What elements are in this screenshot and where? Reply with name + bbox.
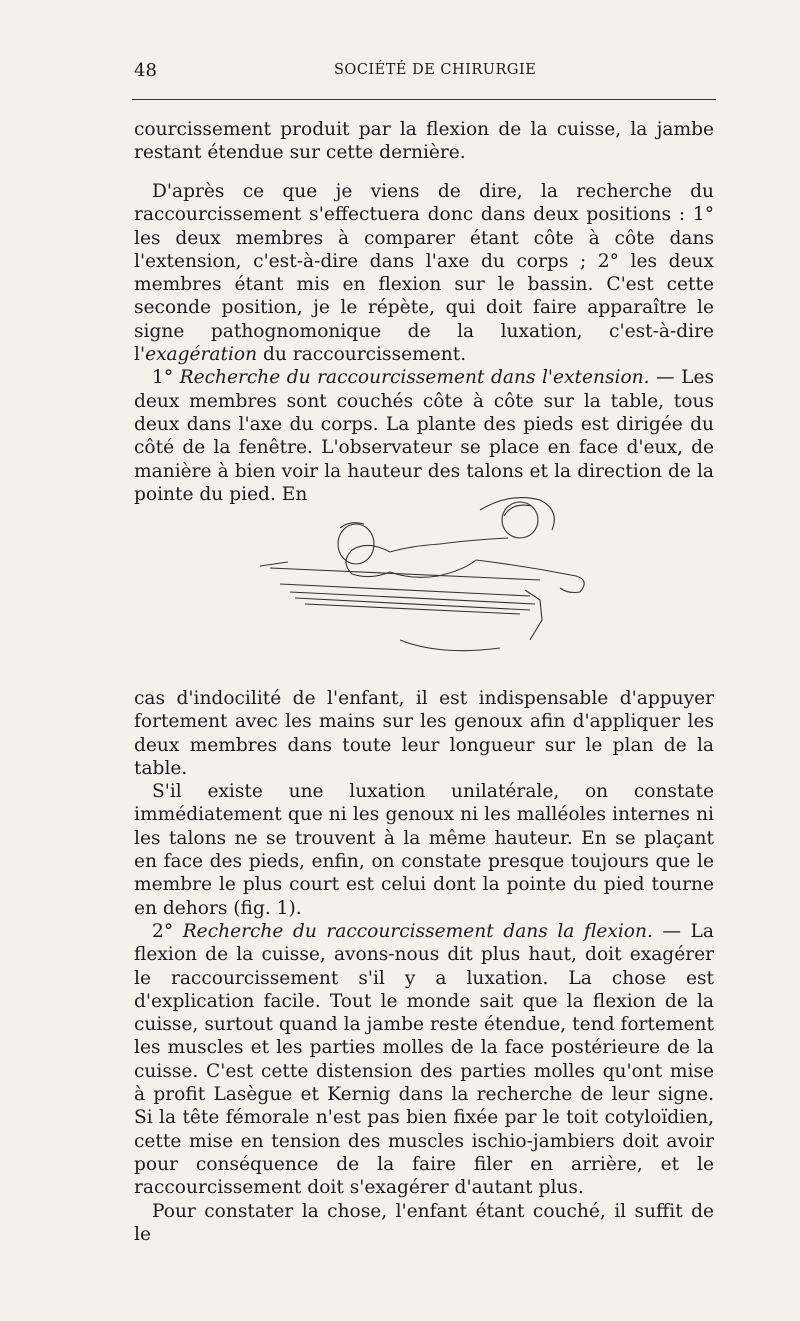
- table-edge: [270, 568, 540, 580]
- text-block-middle: [134, 180, 714, 506]
- header-rule: [132, 99, 716, 100]
- child-head: [502, 502, 538, 538]
- italic-term: exagération: [145, 344, 258, 366]
- paragraph-continuation: courcissement produit par la flexion de la cuisse, la jambe restant étendue sur cette dernière.: [134, 119, 714, 164]
- child-arm: [476, 560, 584, 593]
- running-head: SOCIÉTÉ DE CHIRURGIE: [334, 62, 537, 78]
- paragraph-unilateral: S'il existe une luxation unilatérale, on constate immédiatement que ni les genoux ni les malléoles internes ni les talons ne se trouvent à la même hauteur. En se plaçant en face des pieds, enfin, on constate presque toujours que le membre le plus court est celui dont la pointe du pied tourne en dehors (fig. 1).: [134, 781, 714, 919]
- child-foot: [338, 524, 374, 564]
- figure-child-on-table: [240, 480, 620, 670]
- paragraph-extension: 1° Recherche du raccourcissement dans l'extension. — Les deux membres sont couchés côte à côte sur la table, tous deux dans l'axe du corps. La plante des pieds est dirigée du côté de la fenêtre. L'observateur se place en face d'eux, de manière à bien voir la hauteur des talons et la direction de la pointe du pied. En: [134, 367, 714, 505]
- text-block-top: [134, 118, 714, 165]
- paragraph-flexion: 2° Recherche du raccourcissement dans la flexion. — La flexion de la cuisse, avons-nous dit plus haut, doit exagérer le raccourcissement s'il y a luxation. La chose est d'explication facile. Tout le monde sait que la flexion de la cuisse, surtout quand la jambe reste étendue, tend fortement les muscles et les parties molles de la face postérieure de la cuisse. C'est cette distension des parties molles qu'ont mise à profit Lasègue et Kernig dans la recherche de leur signe. Si la tête fémorale n'est pas bien fixée par le toit cotyloïdien, cette mise en tension des muscles ischio-jambiers doit avoir pour conséquence de la faire filer en arrière, et le raccourcissement doit s'exagérer d'autant plus.: [134, 920, 714, 1199]
- table-leg: [525, 590, 542, 640]
- figure-edge-stroke: [260, 562, 288, 566]
- paragraph-positions: D'après ce que je viens de dire, la recherche du raccourcissement s'effectuera donc dans deux positions : 1° les deux membres à comparer étant côte à côte dans l'extension, c'est-à-dire dans l'axe du corps ; 2° les deux membres étant mis en flexion sur le bassin. C'est cette seconde position, je le répète, qui doit faire apparaître le signe pathognomonique de la luxation, c'est-à-dire l'exagération du raccourcissement.: [134, 181, 714, 366]
- paragraph-final: Pour constater la chose, l'enfant étant couché, il suffit de le: [134, 1200, 714, 1245]
- section-heading-extension: Recherche du raccourcissement dans l'extension.: [179, 367, 650, 389]
- child-torso: [390, 538, 508, 552]
- section-heading-flexion: Recherche du raccourcissement dans la flexion.: [182, 920, 653, 942]
- text-block-bottom: [134, 687, 714, 1246]
- paragraph-indocility: cas d'indocilité de l'enfant, il est indispensable d'appuyer fortement avec les mains sur les genoux afin d'appliquer les deux membres dans toute leur longueur sur le plan de la table.: [134, 688, 714, 779]
- page-number: 48: [134, 60, 157, 81]
